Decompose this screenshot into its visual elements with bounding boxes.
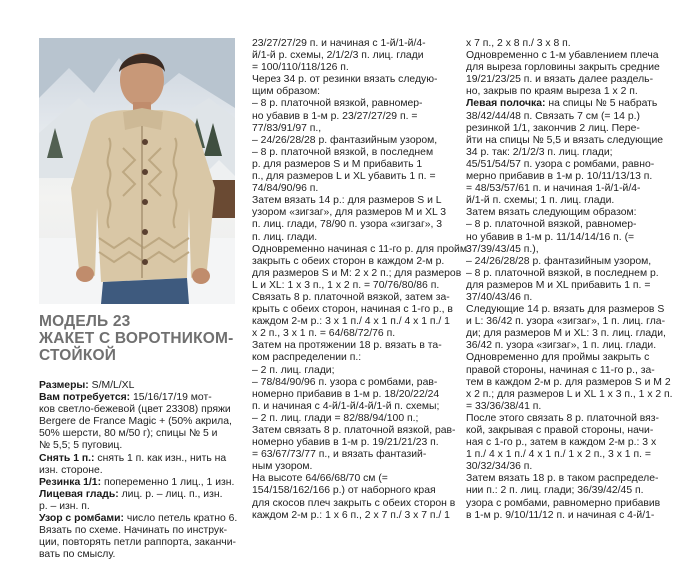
text: – 8 р. платочной вязкой, в последнем р. (466, 267, 659, 279)
text: снять 1 п. как изн., нить на (94, 452, 227, 464)
text: Одновременно начиная с 11-го р. для пройм (252, 243, 467, 255)
instruction-line (466, 50, 686, 62)
instruction-line (252, 50, 457, 62)
text: 45/51/54/57 п. узора с ромбами, равно- (466, 158, 655, 170)
text: 74/84/90/96 п. (252, 183, 319, 195)
instruction-line (252, 207, 457, 219)
text: – 24/26/28/28 р. фантазийным узором, (252, 134, 438, 146)
text: Вязать по схеме. Начинать по инструк- (39, 525, 228, 537)
text: каждом 2-м р.: 3 х 1 п./ 4 х 1 п./ 4 х 1 п./ 1 (252, 316, 450, 328)
instruction-line (466, 159, 686, 171)
model-title (39, 313, 234, 364)
instruction-line (252, 62, 457, 74)
instruction-line (466, 256, 686, 268)
materials-column (39, 380, 239, 561)
text: мерно прибавив в 1-м р. 10/11/13/13 п. (466, 171, 653, 183)
text: номерно прибавив в 1-м р. 18/20/22/24 (252, 388, 440, 400)
text: Через 34 р. от резинки вязать следую- (252, 74, 438, 86)
text: Затем вязать следующим образом: (466, 207, 637, 219)
instruction-line (466, 449, 686, 461)
text: кой, закрывая с правой стороны, начи- (466, 425, 654, 436)
text: номерно убавив в 1-м р. 19/21/21/23 п. (252, 437, 439, 449)
text: 50% шерсти, 80 м/50 г); спицы № 5 и (39, 428, 218, 440)
instruction-line (466, 461, 686, 473)
model-name-line-1: ЖАКЕТ С ВОРОТНИКОМ- (39, 330, 234, 347)
instruction-line (252, 243, 467, 256)
instruction-line (466, 316, 686, 328)
materials-line (39, 465, 239, 477)
instruction-line (252, 280, 457, 292)
instruction-line (252, 147, 457, 159)
instruction-line (252, 38, 457, 50)
instruction-line (466, 401, 686, 413)
text: попеременно 1 лиц., 1 изн. (101, 476, 235, 488)
instruction-line (252, 485, 457, 497)
text: ков светло-бежевой (цвет 23308) пряжи (39, 404, 231, 416)
materials-line (39, 453, 239, 465)
text: х 7 п., 2 х 8 п./ 3 х 8 п. (466, 38, 571, 49)
text: 30/32/34/36 п. (466, 461, 533, 473)
materials-line (39, 380, 239, 392)
instruction-line (252, 401, 457, 413)
materials-line (39, 416, 239, 428)
text: для скосов плеч закрыть с обеих сторон в (252, 497, 456, 509)
text: = 33/36/38/41 п. (466, 400, 542, 412)
instruction-line (252, 437, 457, 449)
instruction-line (466, 147, 686, 159)
model-photo (39, 38, 235, 304)
text: 19/21/23/25 п. и вязать далее раздель- (466, 74, 654, 86)
term-label: Вам потребуется: (39, 392, 131, 404)
materials-line (39, 428, 239, 440)
text: тем в каждом 2-м р. для размеров S и M 2 (466, 376, 671, 388)
text: резинкой 1/1, закончив 2 лиц. Пере- (466, 122, 640, 134)
text: но убавив в 1-м р. 23/27/27/29 п. = (252, 110, 418, 122)
instruction-line (466, 111, 686, 123)
instruction-line (466, 352, 686, 364)
model-photo-illustration (39, 38, 235, 304)
instruction-line (252, 473, 457, 485)
text: узора с ромбами, равномерно прибавив (466, 497, 661, 509)
instruction-line (252, 352, 457, 364)
instruction-line (466, 183, 686, 195)
instruction-line (252, 425, 457, 437)
text: лиц. р. – лиц. п., изн. (118, 488, 223, 500)
instruction-line (466, 328, 686, 340)
text: Затем на протяжении 18 р. вязать в та- (252, 340, 442, 352)
text: 38/42/44/48 п. Связать 7 см (= 14 р.) (466, 110, 640, 122)
instruction-line (466, 135, 686, 147)
instruction-line (252, 377, 457, 389)
term-label: Снять 1 п.: (39, 452, 95, 464)
instructions-column-2 (252, 38, 467, 522)
instruction-line (252, 74, 457, 86)
text: = 100/110/118/126 п. (252, 62, 349, 74)
term-label: Лицевая гладь: (39, 488, 119, 500)
text: щим образом: (252, 86, 321, 98)
materials-line (39, 525, 239, 537)
instruction-line (252, 135, 457, 147)
instruction-line (466, 86, 686, 98)
instruction-line (466, 340, 686, 352)
instruction-line (466, 268, 686, 280)
text: Связать 8 р. платочной вязкой, затем за- (252, 291, 450, 303)
text: й/1-й р. схемы, 2/1/2/3 п. лиц. глади (252, 50, 424, 62)
instruction-line (252, 86, 457, 98)
text: Bergere de France Magic + (50% акрила, (39, 416, 232, 428)
instruction-line (252, 267, 462, 280)
text: 1 п./ 4 х 1 п./ 4 х 1 п./ 1 х 2 п., 3 х 1 п. = (466, 449, 651, 461)
instruction-line (466, 171, 686, 183)
text: 23/27/27/29 п. и начиная с 1-й/1-й/4- (252, 38, 426, 49)
term-label: Резинка 1/1: (39, 476, 102, 488)
instruction-line (466, 244, 686, 256)
instruction-line (466, 425, 686, 437)
text: закрыть с обеих сторон в каждом 2-м р. (252, 255, 445, 267)
text: для размеров S и M: 2 х 2 п.; для размеров (252, 267, 462, 279)
text: ции, повторять петли раппорта, заканчи- (39, 537, 236, 549)
instruction-line (252, 510, 457, 522)
model-number: МОДЕЛЬ 23 (39, 313, 131, 330)
text: – 8 р. платочной вязкой, равномер- (252, 98, 423, 110)
materials-line (39, 440, 239, 452)
instruction-line (252, 461, 457, 473)
text: 154/158/162/166 р.) от наборного края (252, 485, 436, 497)
text: х 2 п., 3 х 1 п. = 64/68/72/76 п. (252, 328, 396, 340)
materials-line (39, 404, 239, 416)
text: каждом 2-м р.: 1 х 6 п., 2 х 7 п./ 3 х 7 п./ 1 (252, 509, 450, 521)
text: п., для размеров L и XL убавить 1 п. = (252, 171, 436, 183)
instruction-line (466, 510, 686, 522)
text: Одновременно для проймы закрыть с (466, 352, 650, 364)
instruction-line (466, 473, 686, 485)
model-name-line-2: СТОЙКОЙ (39, 347, 117, 364)
instruction-line (466, 74, 686, 86)
text: 37/40/43/46 п. (466, 291, 533, 303)
text: но убавив в 1-м р. 11/14/14/16 п. (= (466, 231, 635, 243)
instruction-line (466, 219, 686, 231)
instruction-line (466, 413, 686, 425)
instruction-line (252, 498, 457, 510)
text: Затем связать 8 р. платочной вязкой, рав- (252, 425, 456, 436)
text: на спицы № 5 набрать (545, 98, 658, 110)
text: п. лиц. глади. (252, 231, 318, 243)
text: Одновременно с 1-м убавлением плеча (466, 50, 659, 62)
instruction-line (252, 413, 457, 425)
instruction-line (252, 256, 457, 268)
text: правой стороны, начиная с 11-го р., за- (466, 364, 655, 376)
text: вать по смыслу. (39, 549, 116, 561)
text: 36/42 п. узора «зигзаг», 1 п. лиц. глади. (466, 340, 657, 352)
instruction-line (466, 437, 686, 449)
text: ди; для размеров M и XL: 3 п. лиц. глади, (466, 328, 666, 340)
text: р. для размеров S и M прибавить 1 (252, 158, 423, 170)
text: йти на спицы № 5,5 и вязать следующие (466, 134, 664, 146)
text: Следующие 14 р. вязать для размеров S (466, 304, 665, 316)
instruction-line (466, 304, 686, 316)
text: узором «зигзаг», для размеров M и XL 3 (252, 207, 447, 219)
instruction-line (466, 292, 686, 304)
text: число петель кратно 6. (123, 513, 238, 525)
text: изн. стороне. (39, 464, 103, 476)
text: п. и начиная с 4-й/1-й/4-й/1-й п. схемы; (252, 400, 440, 412)
term-label: Размеры: (39, 380, 89, 391)
materials-line (39, 489, 239, 501)
term-label: Левая полочка: (466, 98, 546, 110)
materials-line (39, 477, 239, 489)
text: 37/39/43/45 п.), (466, 243, 539, 255)
text: й/1-й п. схемы; 1 п. лиц. глади. (466, 195, 615, 207)
instruction-line (466, 389, 686, 401)
text: 77/83/91/97 п., (252, 122, 322, 134)
text: S/M/L/XL (88, 380, 135, 391)
text: нии п.: 2 п. лиц. глади; 36/39/42/45 п. (466, 485, 644, 497)
materials-line (39, 501, 239, 513)
materials-line (39, 392, 239, 404)
materials-line (39, 513, 239, 525)
instruction-line (466, 62, 686, 74)
instruction-line (252, 123, 457, 135)
text: – 8 р. платочной вязкой, в последнем (252, 146, 434, 158)
text: х 2 п.; для размеров L и XL 1 х 3 п., 1 х 2 п. (466, 388, 673, 400)
text: р. – изн. п. (39, 500, 90, 512)
instruction-line (252, 389, 457, 401)
text: – 24/26/28/28 р. фантазийным узором, (466, 255, 652, 267)
instructions-column-3 (466, 38, 686, 522)
instruction-line (466, 280, 686, 292)
instruction-line (252, 232, 457, 244)
text: ным узором. (252, 461, 313, 473)
instruction-line (252, 365, 457, 377)
instruction-line (252, 219, 457, 231)
instruction-line (466, 377, 686, 389)
text: На высоте 64/66/68/70 см (= (252, 473, 388, 485)
text: но, закрыв по краям выреза 1 х 2 п. (466, 86, 638, 98)
text: в 1-м р. 9/10/11/12 п. и начиная с 4-й/1- (466, 509, 655, 521)
term-label: Узор с ромбами: (39, 513, 124, 525)
instruction-line (252, 183, 457, 195)
text: 34 р. так: 2/1/2/3 п. лиц. глади; (466, 146, 613, 158)
instruction-line (252, 159, 457, 171)
text: п. лиц. глади, 78/90 п. узора «зигзаг», 3 (252, 219, 443, 231)
instruction-line (252, 316, 457, 328)
text: № 5,5; 5 пуговиц. (39, 440, 123, 452)
materials-line (39, 549, 239, 561)
instruction-line (252, 195, 457, 207)
instruction-line (466, 207, 686, 219)
text: – 2 п. лиц. глади = 82/88/94/100 п.; (252, 412, 419, 424)
instruction-line (252, 292, 457, 304)
text: – 2 п. лиц. глади; (252, 364, 335, 376)
text: Затем вязать 14 р.: для размеров S и L (252, 195, 442, 207)
instruction-line (252, 304, 457, 316)
instruction-line (466, 98, 686, 110)
instruction-line (252, 340, 457, 352)
text: 15/16/17/19 мот- (130, 392, 212, 404)
text: – 8 р. платочной вязкой, равномер- (466, 219, 637, 231)
text: = 63/67/73/77 п., и вязать фантазий- (252, 449, 427, 461)
text: L и XL: 1 х 3 п., 1 х 2 п. = 70/76/80/86 п. (252, 279, 440, 291)
text: и L: 36/42 п. узора «зигзаг», 1 п. лиц. гла- (466, 316, 666, 328)
text: После этого связать 8 р. платочной вяз- (466, 412, 660, 424)
instruction-line (252, 449, 457, 461)
text: крыть с обеих сторон, начиная с 1-го р., в (252, 304, 453, 316)
instruction-line (252, 98, 457, 110)
instruction-line (466, 38, 686, 50)
instruction-line (466, 498, 686, 510)
instruction-line (466, 123, 686, 135)
text: для размеров M и XL прибавить 1 п. = (466, 279, 651, 291)
materials-line (39, 537, 239, 549)
instruction-line (252, 328, 457, 340)
text: = 48/53/57/61 п. и начиная 1-й/1-й/4- (466, 183, 641, 195)
instruction-line (466, 232, 686, 244)
instruction-line (466, 485, 686, 497)
text: – 78/84/90/96 п. узора с ромбами, рав- (252, 376, 438, 388)
instruction-line (466, 195, 686, 207)
instruction-line (252, 171, 457, 183)
instruction-line (252, 111, 457, 123)
text: ком распределении п.: (252, 352, 362, 364)
text: Затем вязать 18 р. в таком распределе- (466, 473, 659, 485)
instruction-line (466, 365, 686, 377)
text: для выреза горловины закрыть средние (466, 62, 660, 74)
text: ная с 1-го р., затем в каждом 2-м р.: 3 х (466, 437, 657, 449)
